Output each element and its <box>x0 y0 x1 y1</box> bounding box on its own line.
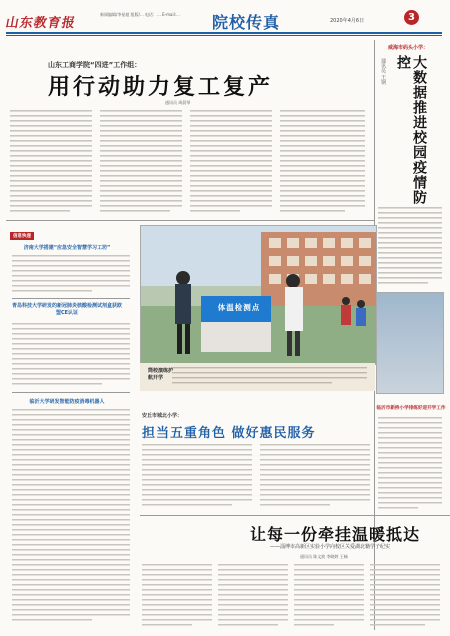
news-flash-item-2-title: 青岛科技大学研发的新冠肺炎核酸检测试剂盒获欧盟CE认证 <box>12 303 123 316</box>
flash-1-lines <box>12 254 130 294</box>
right-feature-byline: 通讯员 王钢 <box>380 58 386 85</box>
news-flash-label: 信息快递 <box>10 232 34 240</box>
temperature-checkpoint-sign: 体温检测点 <box>217 303 261 312</box>
side-lines <box>378 415 442 515</box>
section-divider <box>6 220 374 221</box>
side-article-body <box>378 415 442 515</box>
main-article-byline: 通讯员 周晨琴 <box>165 100 191 105</box>
news-flash-item-3-body <box>12 408 130 630</box>
article2-kicker: 安丘市城北小学： <box>142 413 183 419</box>
edition-info: 新闻编辑/李星超 组版/... 电话：... E-mail:... <box>100 12 180 17</box>
bottom-article-headline: 让每一份牵挂温暖抵达 <box>250 525 421 544</box>
article2-body <box>142 442 372 512</box>
issue-date: 2020年4月6日 <box>330 18 365 24</box>
masthead-rule-thin <box>6 35 442 36</box>
page-number-badge: 3 <box>404 10 419 25</box>
news-flash-separator <box>12 298 130 299</box>
right-feature-kicker: 威海市码头小学： <box>387 45 428 51</box>
main-article-headline: 用行动助力复工复产 <box>48 75 274 100</box>
masthead <box>0 0 450 40</box>
bottom-article-body <box>142 562 442 630</box>
right-feature-body <box>378 205 442 290</box>
news-flash-item-2-body <box>12 322 130 387</box>
bottom-article-byline: 通讯员 陈文波 李晓婷 王畅 <box>300 554 348 559</box>
body-text-lines <box>10 108 370 218</box>
bottom-lines <box>142 562 442 630</box>
article2-headline: 担当五重角色 做好惠民服务 <box>142 426 316 441</box>
newspaper-logo: 山东教育报 <box>4 16 77 31</box>
news-flash-item-1-title: 济南大学搭建“应急安全智慧学习工坊” <box>23 245 111 251</box>
flash-3-lines <box>12 408 130 630</box>
news-flash-item-1-body <box>12 254 130 294</box>
main-article-body <box>10 108 370 218</box>
news-photo <box>140 225 377 365</box>
school-photo-illustration <box>141 226 376 364</box>
section-title: 院校传真 <box>212 13 281 32</box>
bottom-article-subtitle: ——淄博市高新区实验小学向校区关爱湖北籍学子纪实 <box>270 544 391 550</box>
article2-lines <box>142 442 372 512</box>
flash-2-lines <box>12 322 130 387</box>
right-body-lines <box>378 205 442 290</box>
masthead-rule <box>6 32 442 34</box>
photo-label: 筒校演练护航开学 <box>148 368 174 381</box>
news-flash-item-3-title: 临沂大学研发智能防疫消毒机器人 <box>29 399 105 405</box>
news-flash-separator <box>12 392 130 393</box>
side-photo <box>376 292 444 394</box>
right-feature-headline: 大数据推进校园疫情防控 <box>395 55 427 205</box>
bottom-divider <box>140 515 450 516</box>
side-article-headline: 临沂市新桥小学排练好迎开学工作 <box>376 406 446 411</box>
main-article-kicker: 山东工商学院“四进”工作组： <box>48 61 142 69</box>
